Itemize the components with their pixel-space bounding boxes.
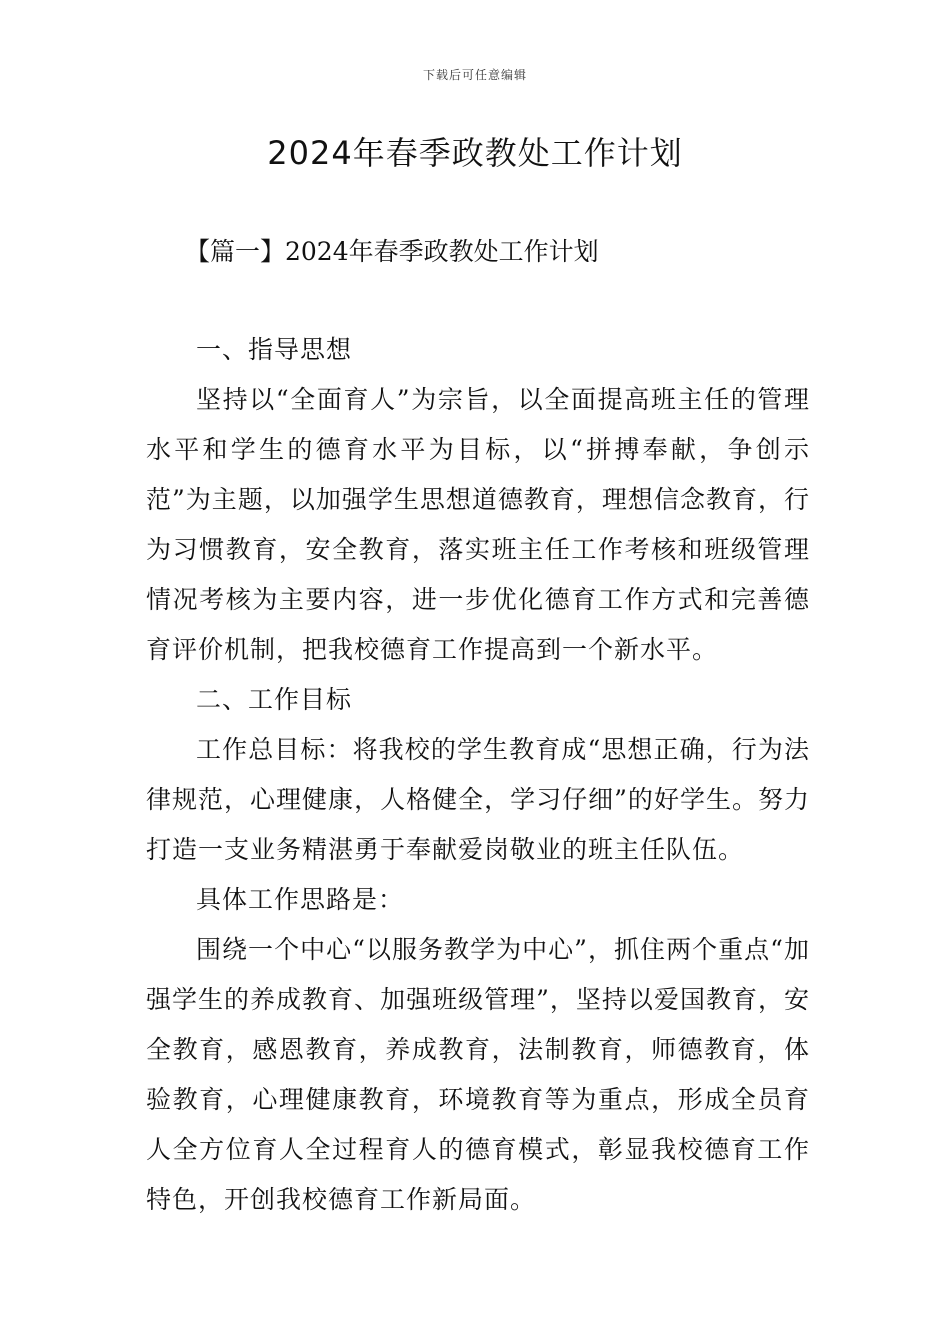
document-title: 2024年春季政教处工作计划 xyxy=(267,134,683,172)
paragraph-guiding-thought: 坚持以“全面育人”为宗旨，以全面提高班主任的管理水平和学生的德育水平为目标，以“拼搏奉献，争创示范”为主题，以加强学生思想道德教育，理想信念教育，行为习惯教育，安全教育，落实班主任工作考核和班级管理情况考核为主要内容，进一步优化德育工作方式和完善德育评价机制，把我校德育工作提高到一个新水平。 xyxy=(146,385,810,664)
paragraph-work-approach-intro: 具体工作思路是： xyxy=(196,885,405,914)
paragraph-work-approach: 围绕一个中心“以服务教学为中心”，抓住两个重点“加强学生的养成教育、加强班级管理”，坚持以爱国教育，安全教育，感恩教育，养成教育，法制教育，师德教育，体验教育，心理健康教育，环境教育等为重点，形成全员育人全方位育人全过程育人的德育模式，彰显我校德育工作特色，开创我校德育工作新局面。 xyxy=(146,935,810,1214)
heading-guiding-thought: 一、指导思想 xyxy=(196,335,353,364)
header-note: 下载后可任意编辑 xyxy=(422,68,527,82)
section-title: 【篇一】2024年春季政教处工作计划 xyxy=(185,237,599,266)
document-body xyxy=(146,325,810,1225)
heading-work-goals: 二、工作目标 xyxy=(196,685,353,714)
paragraph-overall-goal: 工作总目标：将我校的学生教育成“思想正确，行为法律规范，心理健康，人格健全，学习仔细”的好学生。努力打造一支业务精湛勇于奉献爱岗敬业的班主任队伍。 xyxy=(146,735,810,864)
